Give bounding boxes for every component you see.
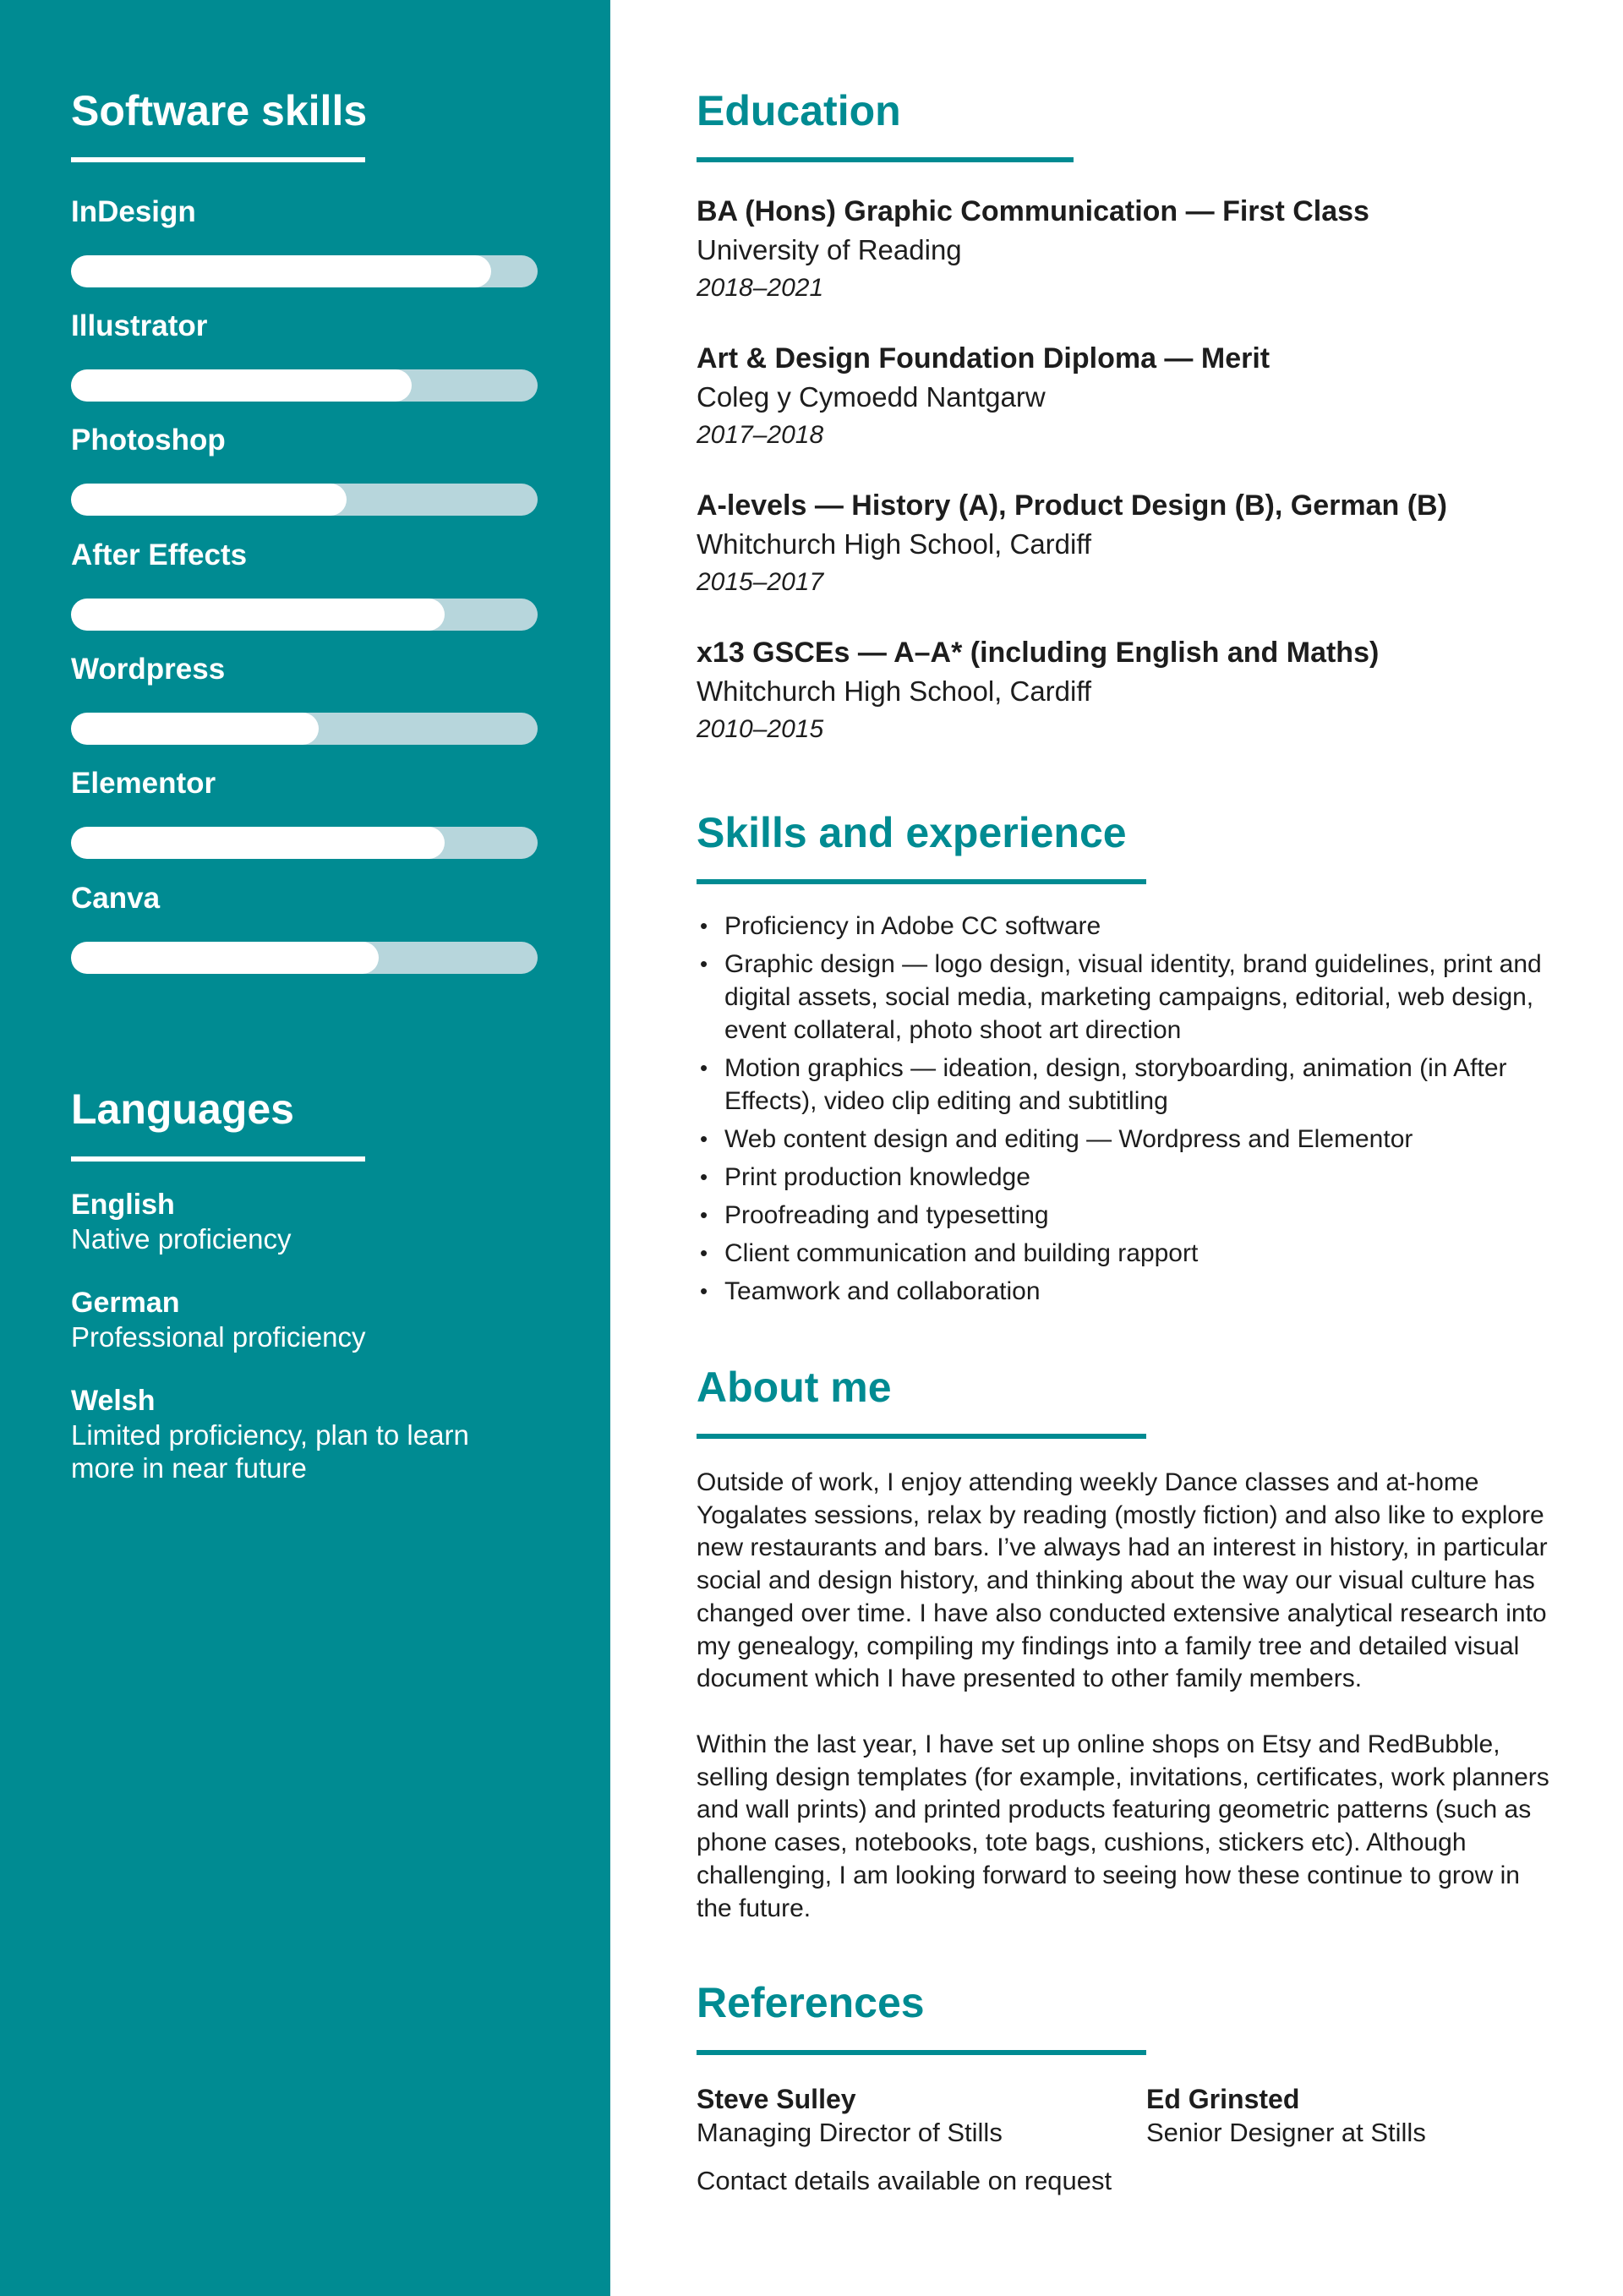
skill-name: Photoshop — [71, 424, 226, 456]
skill-bar-fill — [71, 942, 379, 974]
language-name: German — [71, 1287, 180, 1319]
reference-role: Managing Director of Stills — [697, 2118, 1003, 2147]
list-item: • Teamwork and collaboration — [697, 1275, 1550, 1308]
reference-role: Senior Designer at Stills — [1146, 2118, 1426, 2147]
language-level: Limited proficiency, plan to learn more in near future — [71, 1419, 469, 1484]
about-paragraph: Outside of work, I enjoy attending weekly Dance classes and at-home Yogalates sessions, relax by reading (mostly fiction) and also like to explore new restaurants and bars. I’ve always had an interest in history, in particular social and design history, and thinking about the way our visual culture has changed over time. I have also conducted extensive analytical research into my genealogy, compiling my findings into a family tree and detailed visual document which I have presented to other family members. — [697, 1468, 1548, 1693]
education-institution: Whitchurch High School, Cardiff — [697, 528, 1092, 560]
reference-name: Ed Grinsted — [1146, 2084, 1300, 2114]
list-item: • Graphic design — logo design, visual identity, brand guidelines, print and digital assets, social media, marketing campaigns, editorial, web design, event collateral, photo shoot art direction — [697, 948, 1550, 1047]
skill-bar — [71, 827, 538, 859]
references-note: Contact details available on request — [697, 2166, 1112, 2195]
education-item — [697, 193, 1550, 308]
list-item: • Client communication and building rapport — [697, 1237, 1550, 1270]
education-degree: A-levels — History (A), Product Design (B), German (B) — [697, 489, 1447, 522]
skill-after-effects — [71, 538, 538, 573]
languages-section — [71, 1085, 544, 1484]
list-item: • Proofreading and typesetting — [697, 1199, 1550, 1232]
reference-ed-grinsted — [1146, 2083, 1552, 2149]
skill-bar — [71, 369, 538, 402]
skill-bar — [71, 484, 538, 516]
language-german — [71, 1286, 544, 1353]
skill-elementor — [71, 766, 538, 801]
education-years: 2017–2018 — [697, 421, 824, 449]
skill-canva — [71, 881, 538, 916]
list-item: • Web content design and editing — Wordpress and Elementor — [697, 1123, 1550, 1156]
software-skills-section — [71, 87, 544, 915]
skill-illustrator — [71, 309, 538, 344]
language-level: Native proficiency — [71, 1222, 292, 1255]
references-title: References — [697, 1979, 925, 2026]
skill-name: Wordpress — [71, 653, 226, 686]
skill-bar-fill — [71, 599, 445, 631]
skill-wordpress — [71, 652, 538, 687]
language-english — [71, 1188, 544, 1255]
about-rule — [697, 1434, 1146, 1439]
skill-bar — [71, 255, 538, 287]
education-degree: x13 GSCEs — A–A* (including English and Maths) — [697, 637, 1380, 669]
references-rule — [697, 2050, 1146, 2055]
skills-experience-list — [697, 910, 1550, 1313]
education-institution: Coleg y Cymoedd Nantgarw — [697, 381, 1046, 413]
reference-name: Steve Sulley — [697, 2084, 856, 2114]
education-title: Education — [697, 87, 901, 134]
skill-name: InDesign — [71, 195, 196, 228]
skill-name: Illustrator — [71, 309, 208, 342]
languages-rule — [71, 1156, 365, 1162]
languages-title: Languages — [71, 1085, 294, 1133]
skill-bar — [71, 713, 538, 745]
skill-bar-fill — [71, 827, 445, 859]
language-name: Welsh — [71, 1385, 156, 1417]
skills-experience-title: Skills and experience — [697, 809, 1127, 856]
skill-name: After Effects — [71, 538, 248, 571]
skill-indesign — [71, 194, 538, 230]
sidebar — [0, 0, 610, 2296]
education-years: 2010–2015 — [697, 715, 824, 743]
skill-name: Canva — [71, 882, 161, 915]
skill-bar-fill — [71, 369, 412, 402]
skill-bar-fill — [71, 255, 491, 287]
education-item — [697, 340, 1550, 455]
skill-bar-fill — [71, 484, 347, 516]
list-item: • Proficiency in Adobe CC software — [697, 910, 1550, 943]
education-institution: University of Reading — [697, 234, 962, 265]
reference-steve-sulley — [697, 2083, 1102, 2149]
about-title: About me — [697, 1364, 892, 1411]
list-item: • Print production knowledge — [697, 1161, 1550, 1194]
about-paragraph: Within the last year, I have set up online shops on Etsy and RedBubble, selling design templates (for example, invitations, certificates, work planners and wall prints) and printed products featuring geometric patterns (such as phone cases, notebooks, tote bags, cushions, stickers etc). Although challenging, I am looking forward to seeing how these continue to grow in the future. — [697, 1730, 1549, 1922]
education-item — [697, 487, 1550, 602]
education-rule — [697, 157, 1074, 162]
education-years: 2018–2021 — [697, 274, 824, 302]
education-institution: Whitchurch High School, Cardiff — [697, 675, 1092, 707]
language-level: Professional proficiency — [71, 1320, 366, 1353]
skill-bar — [71, 599, 538, 631]
language-name: English — [71, 1189, 175, 1221]
list-item: • Motion graphics — ideation, design, storyboarding, animation (in After Effects), video clip editing and subtitling — [697, 1052, 1550, 1118]
education-degree: Art & Design Foundation Diploma — Merit — [697, 342, 1271, 374]
education-degree: BA (Hons) Graphic Communication — First Class — [697, 195, 1369, 227]
education-item — [697, 634, 1550, 749]
skills-experience-rule — [697, 879, 1146, 884]
software-skills-rule — [71, 157, 365, 162]
skill-photoshop — [71, 423, 538, 458]
skill-bar — [71, 942, 538, 974]
language-welsh — [71, 1384, 511, 1484]
skill-bar-fill — [71, 713, 319, 745]
skill-name: Elementor — [71, 767, 216, 800]
education-years: 2015–2017 — [697, 568, 824, 596]
software-skills-title: Software skills — [71, 87, 368, 134]
